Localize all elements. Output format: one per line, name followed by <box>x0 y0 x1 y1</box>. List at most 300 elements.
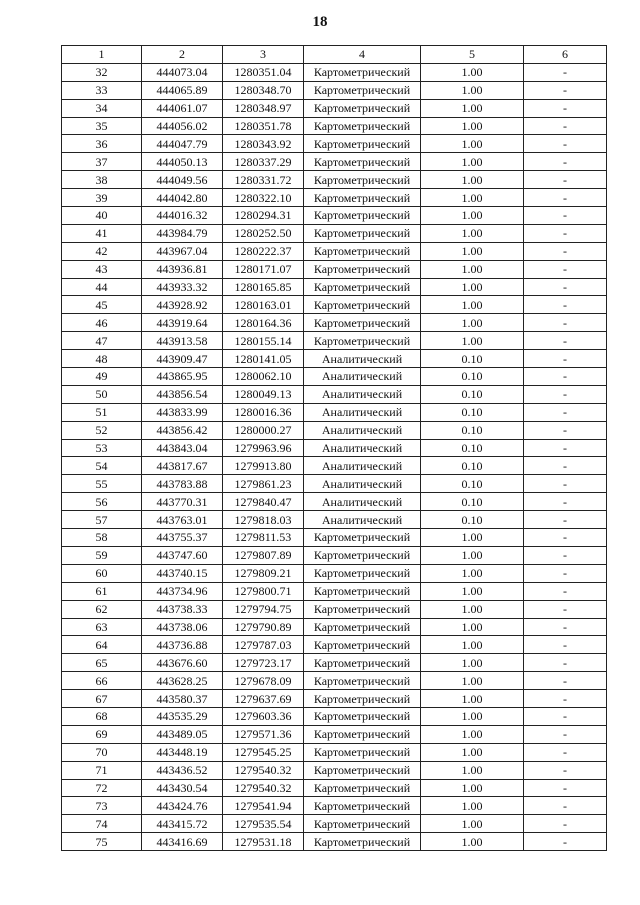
method-cell: Картометрический <box>304 564 421 582</box>
table-row <box>62 278 607 296</box>
note-cell: - <box>524 636 607 654</box>
x-coordinate-cell: 443817.67 <box>142 457 223 475</box>
table-row <box>62 135 607 153</box>
note-cell: - <box>524 529 607 547</box>
x-coordinate-cell: 443865.95 <box>142 368 223 386</box>
accuracy-cell: 1.00 <box>421 690 524 708</box>
method-cell: Картометрический <box>304 207 421 225</box>
note-cell: - <box>524 546 607 564</box>
accuracy-cell: 1.00 <box>421 153 524 171</box>
accuracy-cell: 1.00 <box>421 672 524 690</box>
method-cell: Аналитический <box>304 457 421 475</box>
x-coordinate-cell: 443489.05 <box>142 725 223 743</box>
x-coordinate-cell: 443628.25 <box>142 672 223 690</box>
column-header: 5 <box>421 46 524 64</box>
point-number-cell: 40 <box>62 207 142 225</box>
table-row <box>62 242 607 260</box>
table-row <box>62 529 607 547</box>
x-coordinate-cell: 444016.32 <box>142 207 223 225</box>
note-cell: - <box>524 81 607 99</box>
note-cell: - <box>524 618 607 636</box>
y-coordinate-cell: 1279678.09 <box>223 672 304 690</box>
note-cell: - <box>524 493 607 511</box>
x-coordinate-cell: 443843.04 <box>142 439 223 457</box>
point-number-cell: 54 <box>62 457 142 475</box>
note-cell: - <box>524 564 607 582</box>
y-coordinate-cell: 1280165.85 <box>223 278 304 296</box>
table-row <box>62 368 607 386</box>
accuracy-cell: 0.10 <box>421 368 524 386</box>
y-coordinate-cell: 1280062.10 <box>223 368 304 386</box>
y-coordinate-cell: 1280322.10 <box>223 189 304 207</box>
table-row <box>62 224 607 242</box>
accuracy-cell: 1.00 <box>421 654 524 672</box>
table-row <box>62 475 607 493</box>
accuracy-cell: 1.00 <box>421 260 524 278</box>
method-cell: Картометрический <box>304 242 421 260</box>
table-row <box>62 260 607 278</box>
accuracy-cell: 1.00 <box>421 171 524 189</box>
x-coordinate-cell: 443436.52 <box>142 761 223 779</box>
y-coordinate-cell: 1279723.17 <box>223 654 304 672</box>
accuracy-cell: 0.10 <box>421 493 524 511</box>
note-cell: - <box>524 690 607 708</box>
accuracy-cell: 1.00 <box>421 797 524 815</box>
accuracy-cell: 1.00 <box>421 278 524 296</box>
note-cell: - <box>524 600 607 618</box>
y-coordinate-cell: 1279787.03 <box>223 636 304 654</box>
y-coordinate-cell: 1279800.71 <box>223 582 304 600</box>
x-coordinate-cell: 443734.96 <box>142 582 223 600</box>
x-coordinate-cell: 443740.15 <box>142 564 223 582</box>
note-cell: - <box>524 403 607 421</box>
x-coordinate-cell: 443833.99 <box>142 403 223 421</box>
x-coordinate-cell: 443755.37 <box>142 529 223 547</box>
method-cell: Картометрический <box>304 314 421 332</box>
point-number-cell: 61 <box>62 582 142 600</box>
note-cell: - <box>524 654 607 672</box>
note-cell: - <box>524 153 607 171</box>
method-cell: Картометрический <box>304 600 421 618</box>
accuracy-cell: 0.10 <box>421 457 524 475</box>
table-row <box>62 725 607 743</box>
y-coordinate-cell: 1279794.75 <box>223 600 304 618</box>
point-number-cell: 34 <box>62 99 142 117</box>
accuracy-cell: 1.00 <box>421 564 524 582</box>
note-cell: - <box>524 63 607 81</box>
point-number-cell: 64 <box>62 636 142 654</box>
accuracy-cell: 1.00 <box>421 99 524 117</box>
table-row <box>62 385 607 403</box>
y-coordinate-cell: 1279809.21 <box>223 564 304 582</box>
table-row <box>62 439 607 457</box>
note-cell: - <box>524 99 607 117</box>
accuracy-cell: 1.00 <box>421 332 524 350</box>
x-coordinate-cell: 443415.72 <box>142 815 223 833</box>
x-coordinate-cell: 443770.31 <box>142 493 223 511</box>
method-cell: Картометрический <box>304 618 421 636</box>
y-coordinate-cell: 1280016.36 <box>223 403 304 421</box>
method-cell: Картометрический <box>304 278 421 296</box>
point-number-cell: 32 <box>62 63 142 81</box>
accuracy-cell: 1.00 <box>421 296 524 314</box>
note-cell: - <box>524 707 607 725</box>
x-coordinate-cell: 443424.76 <box>142 797 223 815</box>
x-coordinate-cell: 444049.56 <box>142 171 223 189</box>
point-number-cell: 59 <box>62 546 142 564</box>
x-coordinate-cell: 443747.60 <box>142 546 223 564</box>
y-coordinate-cell: 1280141.05 <box>223 350 304 368</box>
method-cell: Картометрический <box>304 529 421 547</box>
note-cell: - <box>524 296 607 314</box>
point-number-cell: 49 <box>62 368 142 386</box>
point-number-cell: 42 <box>62 242 142 260</box>
point-number-cell: 68 <box>62 707 142 725</box>
note-cell: - <box>524 117 607 135</box>
accuracy-cell: 1.00 <box>421 242 524 260</box>
method-cell: Картометрический <box>304 546 421 564</box>
accuracy-cell: 0.10 <box>421 439 524 457</box>
accuracy-cell: 1.00 <box>421 833 524 851</box>
point-number-cell: 75 <box>62 833 142 851</box>
table-row <box>62 457 607 475</box>
accuracy-cell: 1.00 <box>421 618 524 636</box>
note-cell: - <box>524 815 607 833</box>
method-cell: Картометрический <box>304 260 421 278</box>
method-cell: Картометрический <box>304 672 421 690</box>
note-cell: - <box>524 797 607 815</box>
method-cell: Картометрический <box>304 332 421 350</box>
method-cell: Картометрический <box>304 833 421 851</box>
y-coordinate-cell: 1279540.32 <box>223 761 304 779</box>
note-cell: - <box>524 672 607 690</box>
note-cell: - <box>524 260 607 278</box>
x-coordinate-cell: 443856.54 <box>142 385 223 403</box>
note-cell: - <box>524 475 607 493</box>
y-coordinate-cell: 1280348.70 <box>223 81 304 99</box>
note-cell: - <box>524 385 607 403</box>
table-row <box>62 636 607 654</box>
method-cell: Картометрический <box>304 725 421 743</box>
table-row <box>62 207 607 225</box>
y-coordinate-cell: 1279571.36 <box>223 725 304 743</box>
accuracy-cell: 1.00 <box>421 63 524 81</box>
note-cell: - <box>524 439 607 457</box>
method-cell: Аналитический <box>304 368 421 386</box>
point-number-cell: 74 <box>62 815 142 833</box>
method-cell: Картометрический <box>304 707 421 725</box>
table-row <box>62 63 607 81</box>
point-number-cell: 52 <box>62 421 142 439</box>
note-cell: - <box>524 207 607 225</box>
point-number-cell: 65 <box>62 654 142 672</box>
method-cell: Аналитический <box>304 493 421 511</box>
point-number-cell: 57 <box>62 511 142 529</box>
x-coordinate-cell: 443580.37 <box>142 690 223 708</box>
accuracy-cell: 1.00 <box>421 81 524 99</box>
x-coordinate-cell: 443984.79 <box>142 224 223 242</box>
method-cell: Картометрический <box>304 224 421 242</box>
y-coordinate-cell: 1279807.89 <box>223 546 304 564</box>
point-number-cell: 72 <box>62 779 142 797</box>
method-cell: Аналитический <box>304 350 421 368</box>
table-row <box>62 582 607 600</box>
x-coordinate-cell: 443928.92 <box>142 296 223 314</box>
accuracy-cell: 0.10 <box>421 350 524 368</box>
method-cell: Картометрический <box>304 797 421 815</box>
y-coordinate-cell: 1279963.96 <box>223 439 304 457</box>
point-number-cell: 43 <box>62 260 142 278</box>
y-coordinate-cell: 1279540.32 <box>223 779 304 797</box>
table-row <box>62 797 607 815</box>
point-number-cell: 38 <box>62 171 142 189</box>
x-coordinate-cell: 443936.81 <box>142 260 223 278</box>
point-number-cell: 33 <box>62 81 142 99</box>
method-cell: Картометрический <box>304 153 421 171</box>
x-coordinate-cell: 444050.13 <box>142 153 223 171</box>
table-row <box>62 546 607 564</box>
accuracy-cell: 1.00 <box>421 529 524 547</box>
note-cell: - <box>524 457 607 475</box>
method-cell: Картометрический <box>304 171 421 189</box>
x-coordinate-cell: 443909.47 <box>142 350 223 368</box>
accuracy-cell: 1.00 <box>421 314 524 332</box>
y-coordinate-cell: 1279541.94 <box>223 797 304 815</box>
y-coordinate-cell: 1280155.14 <box>223 332 304 350</box>
table-row <box>62 511 607 529</box>
column-header: 3 <box>223 46 304 64</box>
table-row <box>62 81 607 99</box>
point-number-cell: 51 <box>62 403 142 421</box>
method-cell: Картометрический <box>304 815 421 833</box>
y-coordinate-cell: 1280049.13 <box>223 385 304 403</box>
table-row <box>62 296 607 314</box>
accuracy-cell: 1.00 <box>421 600 524 618</box>
method-cell: Аналитический <box>304 385 421 403</box>
x-coordinate-cell: 444061.07 <box>142 99 223 117</box>
point-number-cell: 69 <box>62 725 142 743</box>
y-coordinate-cell: 1280337.29 <box>223 153 304 171</box>
accuracy-cell: 0.10 <box>421 511 524 529</box>
y-coordinate-cell: 1280351.04 <box>223 63 304 81</box>
table-row <box>62 779 607 797</box>
point-number-cell: 56 <box>62 493 142 511</box>
method-cell: Картометрический <box>304 582 421 600</box>
y-coordinate-cell: 1279811.53 <box>223 529 304 547</box>
note-cell: - <box>524 833 607 851</box>
note-cell: - <box>524 582 607 600</box>
accuracy-cell: 1.00 <box>421 207 524 225</box>
method-cell: Картометрический <box>304 690 421 708</box>
table-row <box>62 332 607 350</box>
x-coordinate-cell: 444042.80 <box>142 189 223 207</box>
accuracy-cell: 1.00 <box>421 761 524 779</box>
note-cell: - <box>524 135 607 153</box>
table-row <box>62 690 607 708</box>
method-cell: Картометрический <box>304 99 421 117</box>
x-coordinate-cell: 443856.42 <box>142 421 223 439</box>
note-cell: - <box>524 314 607 332</box>
y-coordinate-cell: 1279861.23 <box>223 475 304 493</box>
table-row <box>62 672 607 690</box>
method-cell: Картометрический <box>304 761 421 779</box>
table-row <box>62 761 607 779</box>
accuracy-cell: 1.00 <box>421 815 524 833</box>
y-coordinate-cell: 1279531.18 <box>223 833 304 851</box>
accuracy-cell: 1.00 <box>421 636 524 654</box>
accuracy-cell: 1.00 <box>421 189 524 207</box>
point-number-cell: 67 <box>62 690 142 708</box>
method-cell: Картометрический <box>304 63 421 81</box>
accuracy-cell: 0.10 <box>421 385 524 403</box>
table-row <box>62 117 607 135</box>
page-number: 18 <box>312 14 328 30</box>
y-coordinate-cell: 1279637.69 <box>223 690 304 708</box>
y-coordinate-cell: 1280343.92 <box>223 135 304 153</box>
accuracy-cell: 1.00 <box>421 224 524 242</box>
method-cell: Аналитический <box>304 421 421 439</box>
point-number-cell: 44 <box>62 278 142 296</box>
point-number-cell: 55 <box>62 475 142 493</box>
table-row <box>62 153 607 171</box>
accuracy-cell: 1.00 <box>421 743 524 761</box>
method-cell: Аналитический <box>304 511 421 529</box>
header-row <box>62 46 607 64</box>
method-cell: Картометрический <box>304 654 421 672</box>
table-header <box>62 46 607 64</box>
x-coordinate-cell: 443416.69 <box>142 833 223 851</box>
note-cell: - <box>524 278 607 296</box>
y-coordinate-cell: 1280351.78 <box>223 117 304 135</box>
note-cell: - <box>524 368 607 386</box>
y-coordinate-cell: 1280294.31 <box>223 207 304 225</box>
y-coordinate-cell: 1280171.07 <box>223 260 304 278</box>
y-coordinate-cell: 1280252.50 <box>223 224 304 242</box>
y-coordinate-cell: 1279840.47 <box>223 493 304 511</box>
y-coordinate-cell: 1279818.03 <box>223 511 304 529</box>
table-row <box>62 600 607 618</box>
y-coordinate-cell: 1279603.36 <box>223 707 304 725</box>
accuracy-cell: 1.00 <box>421 546 524 564</box>
point-number-cell: 48 <box>62 350 142 368</box>
note-cell: - <box>524 511 607 529</box>
y-coordinate-cell: 1279790.89 <box>223 618 304 636</box>
column-header: 4 <box>304 46 421 64</box>
table-body <box>62 63 607 850</box>
x-coordinate-cell: 443535.29 <box>142 707 223 725</box>
note-cell: - <box>524 779 607 797</box>
x-coordinate-cell: 443763.01 <box>142 511 223 529</box>
column-header: 1 <box>62 46 142 64</box>
accuracy-cell: 0.10 <box>421 475 524 493</box>
x-coordinate-cell: 443967.04 <box>142 242 223 260</box>
note-cell: - <box>524 421 607 439</box>
accuracy-cell: 1.00 <box>421 725 524 743</box>
point-number-cell: 39 <box>62 189 142 207</box>
accuracy-cell: 0.10 <box>421 421 524 439</box>
column-header: 6 <box>524 46 607 64</box>
accuracy-cell: 1.00 <box>421 707 524 725</box>
note-cell: - <box>524 242 607 260</box>
method-cell: Картометрический <box>304 636 421 654</box>
x-coordinate-cell: 443676.60 <box>142 654 223 672</box>
point-number-cell: 71 <box>62 761 142 779</box>
note-cell: - <box>524 743 607 761</box>
accuracy-cell: 1.00 <box>421 582 524 600</box>
point-number-cell: 58 <box>62 529 142 547</box>
table-row <box>62 403 607 421</box>
y-coordinate-cell: 1280164.36 <box>223 314 304 332</box>
table-row <box>62 815 607 833</box>
point-number-cell: 66 <box>62 672 142 690</box>
note-cell: - <box>524 332 607 350</box>
x-coordinate-cell: 443448.19 <box>142 743 223 761</box>
point-number-cell: 47 <box>62 332 142 350</box>
point-number-cell: 45 <box>62 296 142 314</box>
table-row <box>62 493 607 511</box>
y-coordinate-cell: 1280163.01 <box>223 296 304 314</box>
point-number-cell: 63 <box>62 618 142 636</box>
point-number-cell: 53 <box>62 439 142 457</box>
method-cell: Аналитический <box>304 439 421 457</box>
method-cell: Аналитический <box>304 403 421 421</box>
point-number-cell: 41 <box>62 224 142 242</box>
note-cell: - <box>524 725 607 743</box>
x-coordinate-cell: 443783.88 <box>142 475 223 493</box>
y-coordinate-cell: 1279535.54 <box>223 815 304 833</box>
method-cell: Картометрический <box>304 189 421 207</box>
point-number-cell: 50 <box>62 385 142 403</box>
point-number-cell: 70 <box>62 743 142 761</box>
table-row <box>62 171 607 189</box>
point-number-cell: 36 <box>62 135 142 153</box>
x-coordinate-cell: 444047.79 <box>142 135 223 153</box>
table-row <box>62 707 607 725</box>
coordinates-table <box>61 45 607 851</box>
x-coordinate-cell: 443430.54 <box>142 779 223 797</box>
table-row <box>62 421 607 439</box>
x-coordinate-cell: 444073.04 <box>142 63 223 81</box>
note-cell: - <box>524 171 607 189</box>
point-number-cell: 60 <box>62 564 142 582</box>
y-coordinate-cell: 1280000.27 <box>223 421 304 439</box>
point-number-cell: 37 <box>62 153 142 171</box>
y-coordinate-cell: 1280331.72 <box>223 171 304 189</box>
y-coordinate-cell: 1279913.80 <box>223 457 304 475</box>
note-cell: - <box>524 350 607 368</box>
accuracy-cell: 1.00 <box>421 779 524 797</box>
x-coordinate-cell: 444056.02 <box>142 117 223 135</box>
accuracy-cell: 1.00 <box>421 117 524 135</box>
x-coordinate-cell: 444065.89 <box>142 81 223 99</box>
x-coordinate-cell: 443738.06 <box>142 618 223 636</box>
accuracy-cell: 0.10 <box>421 403 524 421</box>
table-row <box>62 833 607 851</box>
x-coordinate-cell: 443738.33 <box>142 600 223 618</box>
table-row <box>62 564 607 582</box>
column-header: 2 <box>142 46 223 64</box>
y-coordinate-cell: 1279545.25 <box>223 743 304 761</box>
table-row <box>62 189 607 207</box>
note-cell: - <box>524 761 607 779</box>
x-coordinate-cell: 443919.64 <box>142 314 223 332</box>
method-cell: Картометрический <box>304 81 421 99</box>
y-coordinate-cell: 1280348.97 <box>223 99 304 117</box>
note-cell: - <box>524 189 607 207</box>
point-number-cell: 62 <box>62 600 142 618</box>
point-number-cell: 73 <box>62 797 142 815</box>
method-cell: Картометрический <box>304 117 421 135</box>
